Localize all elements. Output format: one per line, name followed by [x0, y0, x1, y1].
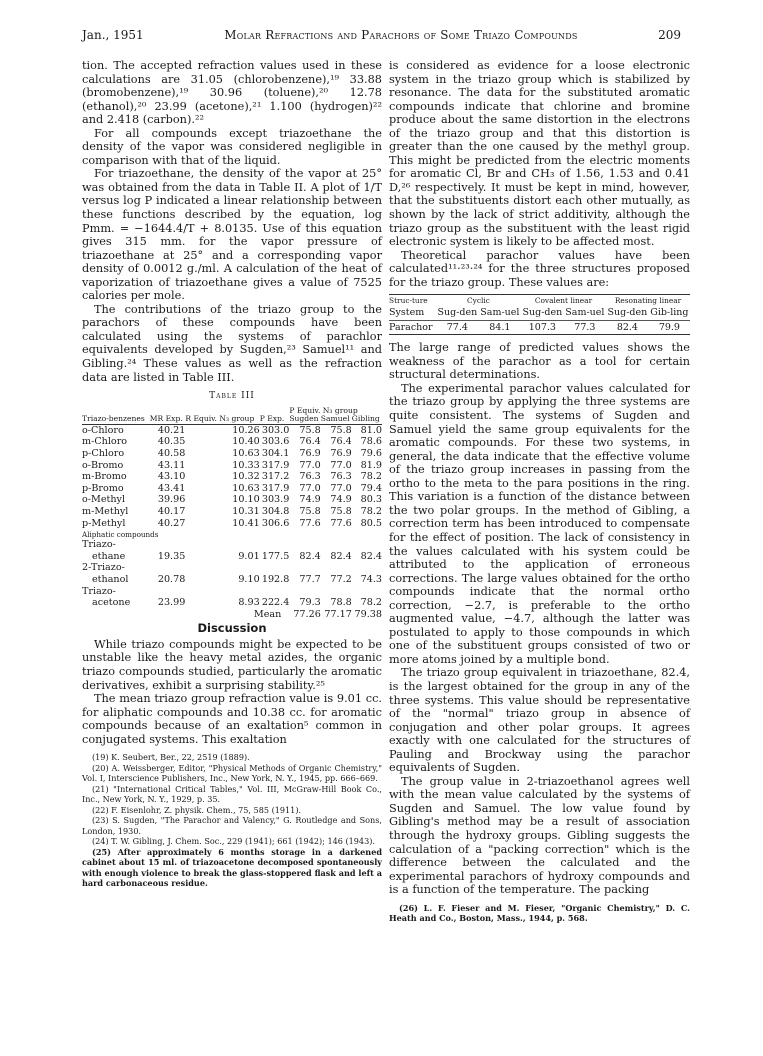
cell-p-exp: 303.9 [261, 494, 290, 506]
cell-compound: p-Chloro [82, 448, 125, 460]
par-value: 107.3 [528, 321, 556, 333]
cell-mr: 40.21 [157, 424, 186, 436]
cell-compound: ethane [92, 550, 126, 562]
footnote: (22) F. Eisenlohr, Z. physik. Chem., 75, 585 (1911). [92, 804, 302, 815]
par-system: Sug-den [437, 307, 478, 319]
col-header-r-equiv: R Equiv. N₃ group [185, 414, 255, 424]
cell-compound: Triazo- [82, 539, 116, 551]
cell-compound: o-Chloro [82, 424, 124, 436]
cell-mr: 40.35 [157, 436, 186, 448]
cell-r-equiv: 10.10 [232, 494, 260, 506]
paragraph: tion. The accepted refraction values used in these calculations are 31.05 (chlorobenzene),¹⁹ 33.88 (bromobenzene),¹⁹ 30.96 (toluene),²⁰ 12.78 (ethanol),²⁰ 23.99 (acetone),²¹ 1.100 (hydrogen)²² and 2.418 (carbon).²² [82, 59, 382, 127]
table-caption: Table III [209, 391, 255, 402]
table-row [82, 494, 382, 506]
par-system-label: System [389, 306, 436, 320]
cell-mr: 19.35 [157, 550, 186, 562]
cell-p-exp: 192.8 [261, 573, 290, 585]
cell-samuel: 76.9 [330, 448, 352, 460]
cell-gibling: 78.2 [360, 471, 382, 483]
cell-mr: 23.99 [157, 597, 186, 609]
table-row [82, 436, 382, 448]
cell-mr: 20.78 [157, 573, 186, 585]
cell-r-equiv: 10.41 [232, 517, 260, 529]
cell-samuel: 76.3 [330, 471, 352, 483]
header-title: Molar Refractions and Parachors of Some Triazo Compounds [224, 28, 578, 42]
cell-gibling: 78.6 [360, 436, 382, 448]
cell-r-equiv: 10.31 [232, 506, 260, 518]
cell-sugden: 76.9 [299, 448, 321, 460]
cell-compound: p-Methyl [82, 517, 126, 529]
cell-p-exp: 304.8 [261, 506, 290, 518]
cell-sugden: 77.0 [299, 459, 321, 471]
cell-sugden: 74.9 [299, 494, 321, 506]
cell-samuel: 75.8 [330, 506, 352, 518]
table-row-mean [82, 609, 382, 621]
cell-samuel: 82.4 [330, 550, 352, 562]
table-row [82, 518, 382, 530]
left-column [82, 59, 382, 889]
par-value: 79.9 [658, 321, 680, 333]
footnote: (23) S. Sugden, "The Parachor and Valency," G. Routledge and Sons, London, 1930. [82, 815, 382, 836]
paragraph: The mean triazo group refraction value is 9.01 cc. for aliphatic compounds and 10.38 cc. for aromatic compounds because of an exaltation⁵ common in conjugated systems. This exaltation [82, 692, 382, 746]
footnote: (26) L. F. Fieser and M. Fieser, "Organic Chemistry," D. C. Heath and Co., Boston, Mass., 1944, p. 568. [389, 902, 690, 924]
cell-p-exp: 177.5 [261, 550, 290, 562]
cell-gibling: 78.2 [360, 597, 382, 609]
cell-gibling: 78.2 [360, 506, 382, 518]
cell-gibling: 82.4 [360, 550, 382, 562]
col-header-p-equiv: P Equiv. N₃ group [289, 405, 358, 415]
cell-samuel: 78.8 [330, 597, 352, 609]
cell-gibling: 80.3 [360, 494, 382, 506]
par-system: Gib-ling [650, 307, 689, 319]
table-row [82, 471, 382, 483]
paragraph: For all compounds except triazoethane the density of the vapor was considered negligible in comparison with that of the liquid. [82, 126, 382, 167]
paragraph: Theoretical parachor values have been calculated¹¹·²³·²⁴ for the three structures proposed for the triazo group. These values are: [389, 248, 690, 289]
cell-p-exp: 303.6 [261, 436, 290, 448]
cell-compound: Triazo- [82, 585, 116, 597]
footnote: (21) "International Critical Tables," Vol. III, McGraw-Hill Book Co., Inc., New York, N. Y., 1929, p. 35. [82, 783, 382, 805]
col-header-compound: Triazo-benzenes [82, 414, 145, 424]
cell-r-equiv: 10.33 [232, 459, 260, 471]
cell-sugden: 75.8 [299, 424, 321, 436]
footnote: (19) K. Seubert, Ber., 22, 2519 (1889). [92, 752, 250, 763]
cell-mean-label: Mean [253, 608, 282, 620]
paragraph: The group value in 2-triazoethanol agrees well with the mean value calculated by the systems of Sugden and Samuel. The low value found by Gibling's method may be a result of association through the hydroxy groups. Gibling suggests the calculation of a "packing correction" which is the difference between the calculated and the experimental parachors of hydroxy compounds and is a function of the temperature. The packing [389, 774, 690, 897]
cell-sugden: 77.6 [299, 517, 321, 529]
col-header-gibling: Gibling [351, 414, 380, 424]
paragraph: For triazoethane, the density of the vapor at 25° was obtained from the data in Table II. A plot of 1/T versus log P indicated a linear relationship between these functions described by the equation, log Pmm. = −1644.4/T + 8.0135. Use of this equation gives 315 mm. for the vapor pressure of triazoethane at 25° and a corresponding vapor density of 0.0012 g./ml. A calculation of the heat of vaporization of triazoethane gives a value of 7525 calories per mole. [82, 167, 382, 303]
right-column [389, 59, 690, 924]
par-value: 82.4 [616, 321, 638, 333]
cell-compound: acetone [92, 597, 131, 609]
col-header-samuel: Samuel [320, 414, 350, 424]
cell-p-exp: 306.6 [261, 517, 290, 529]
cell-mr: 43.11 [157, 459, 186, 471]
table-row [82, 586, 382, 598]
paragraph: While triazo compounds might be expected to be unstable like the heavy metal azides, the organic triazo compounds studied, particularly the aromatic derivatives, exhibit a surprising stability.²⁵ [82, 637, 382, 692]
cell-p-exp: 317.9 [261, 459, 290, 471]
parachor-table [389, 294, 690, 335]
cell-mr: 43.41 [157, 482, 186, 494]
cell-r-equiv: 10.63 [232, 482, 260, 494]
col-header-p-exp: P Exp. [259, 414, 285, 424]
footnotes [82, 752, 382, 889]
cell-r-equiv: 9.10 [238, 573, 260, 585]
paragraph: The contributions of the triazo group to the parachors of these compounds have been calculated using the systems of parachlor equivalents developed by Sugden,²³ Samuel¹¹ and Gibling.²⁴ These values as well as the refraction data are listed in Table III. [82, 302, 382, 384]
paragraph: The large range of predicted values shows the weakness of the parachor as a tool for certain structural determinations. [389, 341, 690, 382]
cell-mr: 40.17 [157, 506, 186, 518]
cell-samuel: 74.9 [330, 494, 352, 506]
cell-sugden: 77.0 [299, 482, 321, 494]
cell-mr: 40.58 [157, 448, 186, 460]
cell-r-equiv: 10.32 [232, 471, 260, 483]
par-header-resonating: Resonating linear [614, 296, 682, 306]
cell-samuel: 77.17 [324, 608, 352, 620]
par-value: 84.1 [489, 321, 511, 333]
cell-mr: 43.10 [157, 471, 186, 483]
cell-sugden: 79.3 [299, 597, 321, 609]
cell-mr: 39.96 [157, 494, 186, 506]
par-value: 77.4 [446, 321, 468, 333]
cell-p-exp: 304.1 [261, 448, 290, 460]
par-system: Sam-uel [565, 307, 605, 319]
cell-sugden: 82.4 [299, 550, 321, 562]
cell-samuel: 77.2 [330, 573, 352, 585]
cell-sugden: 77.7 [299, 573, 321, 585]
cell-samuel: 75.8 [330, 424, 352, 436]
cell-sugden: 77.26 [293, 608, 321, 620]
table-row [82, 597, 382, 609]
table-row [82, 562, 382, 574]
table-row [82, 506, 382, 518]
cell-gibling: 79.4 [360, 482, 382, 494]
cell-p-exp: 222.4 [261, 597, 290, 609]
cell-sugden: 76.3 [299, 471, 321, 483]
paragraph: The triazo group equivalent in triazoethane, 82.4, is the largest obtained for the group in any of the three systems. This value should be representative of the "normal" triazo group in absence of conjugation and other polar groups. It agrees exactly with one calculated for the structures of Pauling and Brockway using the parachor equivalents of Sugden. [389, 666, 690, 775]
par-system: Sug-den [522, 307, 563, 319]
cell-sugden: 75.8 [299, 506, 321, 518]
par-header-cyclic: Cyclic [467, 296, 490, 306]
cell-gibling: 79.6 [360, 448, 382, 460]
col-header-mr: MR Exp. [149, 414, 183, 424]
section-heading: Discussion [197, 621, 267, 636]
par-parachor-label: Parachor [389, 321, 433, 333]
cell-gibling: 74.3 [360, 573, 382, 585]
cell-gibling: 80.5 [360, 517, 382, 529]
header-date: Jan., 1951 [82, 28, 144, 42]
cell-gibling: 81.9 [360, 459, 382, 471]
footnote: (20) A. Weissberger, Editor, "Physical Methods of Organic Chemistry," Vol. I, Interscience Publishers, Inc., New York, N. Y., 1945, pp. 666–669. [82, 762, 382, 784]
col-header-sugden: Sugden [289, 414, 319, 424]
page-number: 209 [658, 28, 681, 42]
cell-samuel: 77.0 [330, 482, 352, 494]
cell-compound: o-Methyl [82, 494, 126, 506]
par-header-covalent: Covalent linear [534, 296, 593, 306]
cell-samuel: 76.4 [330, 436, 352, 448]
cell-r-equiv: 8.93 [238, 597, 260, 609]
cell-compound: m-Methyl [82, 506, 129, 518]
cell-r-equiv: 10.26 [232, 424, 260, 436]
cell-mr: 40.27 [157, 517, 186, 529]
cell-r-equiv: 10.40 [232, 436, 260, 448]
cell-compound: m-Bromo [82, 471, 127, 483]
table-row [82, 551, 382, 563]
cell-compound: m-Chloro [82, 436, 128, 448]
table-row [82, 424, 382, 436]
running-header [82, 28, 681, 46]
subheading-aliphatic: Aliphatic compounds [82, 530, 159, 540]
par-value: 77.3 [574, 321, 596, 333]
cell-gibling: 81.0 [360, 424, 382, 436]
cell-gibling: 79.38 [354, 608, 382, 620]
paragraph: The experimental parachor values calculated for the triazo group by applying the three systems are quite consistent. The systems of Sugden and Samuel yield the same group equivalents for the aromatic compounds. For these two systems, in general, the data indicate that the effective volume of the triazo group increases in passing from the ortho to the meta to the para positions in the ring. This variation is a function of the distance between the two polar groups. In the method of Gibling, a correction term has been introduced to compensate for the effect of position. The lack of consistency in the values calculated with his system could be attributed to the application of erroneous corrections. The large values obtained for the ortho compounds indicate that the normal ortho correction, −2.7, is preferable to the ortho augmented value, −4.7, although the latter was postulated to apply to those compounds in which one of the substituent groups consisted of two or more atoms joined by a multiple bond. [389, 381, 690, 666]
cell-p-exp: 317.9 [261, 482, 290, 494]
footnote: (25) After approximately 6 months storage in a darkened cabinet about 15 ml. of triazoacetone decomposed spontaneously with enough violence to break the glass-stoppered flask and left a hard carbonaceous residue. [82, 846, 382, 889]
cell-p-exp: 303.0 [261, 424, 290, 436]
table-row [82, 448, 382, 460]
table-row [82, 483, 382, 495]
par-system: Sam-uel [480, 307, 520, 319]
cell-r-equiv: 10.63 [232, 448, 260, 460]
table-row [82, 529, 382, 539]
cell-samuel: 77.6 [330, 517, 352, 529]
cell-compound: p-Bromo [82, 482, 124, 494]
cell-r-equiv: 9.01 [238, 550, 260, 562]
footnote: (24) T. W. Gibling, J. Chem. Soc., 229 (1941); 661 (1942); 146 (1943). [92, 836, 375, 847]
cell-samuel: 77.0 [330, 459, 352, 471]
cell-compound: 2-Triazo- [82, 562, 125, 574]
table-row [82, 460, 382, 472]
footnotes [389, 903, 690, 924]
par-header-structure: Struc-ture [389, 296, 428, 306]
par-system: Sug-den [607, 307, 648, 319]
cell-sugden: 76.4 [299, 436, 321, 448]
table-iii [82, 407, 382, 621]
table-row [82, 539, 382, 551]
paragraph: is considered as evidence for a loose electronic system in the triazo group which is stabilized by resonance. The data for the substituted aromatic compounds indicate that chlorine and bromine produce about the same distortion in the electrons of the triazo group and that this distortion is greater than the one caused by the methyl group. This might be predicted from the electric moments for aromatic Cl, Br and CH₃ of 1.56, 1.53 and 0.41 D,²⁶ respectively. It must be kept in mind, however, that the substituents distort each other mutually, as shown by the lack of strict additivity, although the triazo group as the substituent with the least rigid electronic system is likely to be affected most. [389, 59, 690, 249]
cell-p-exp: 317.2 [261, 471, 290, 483]
cell-compound: o-Bromo [82, 459, 124, 471]
table-row [82, 574, 382, 586]
cell-compound: ethanol [92, 573, 129, 585]
